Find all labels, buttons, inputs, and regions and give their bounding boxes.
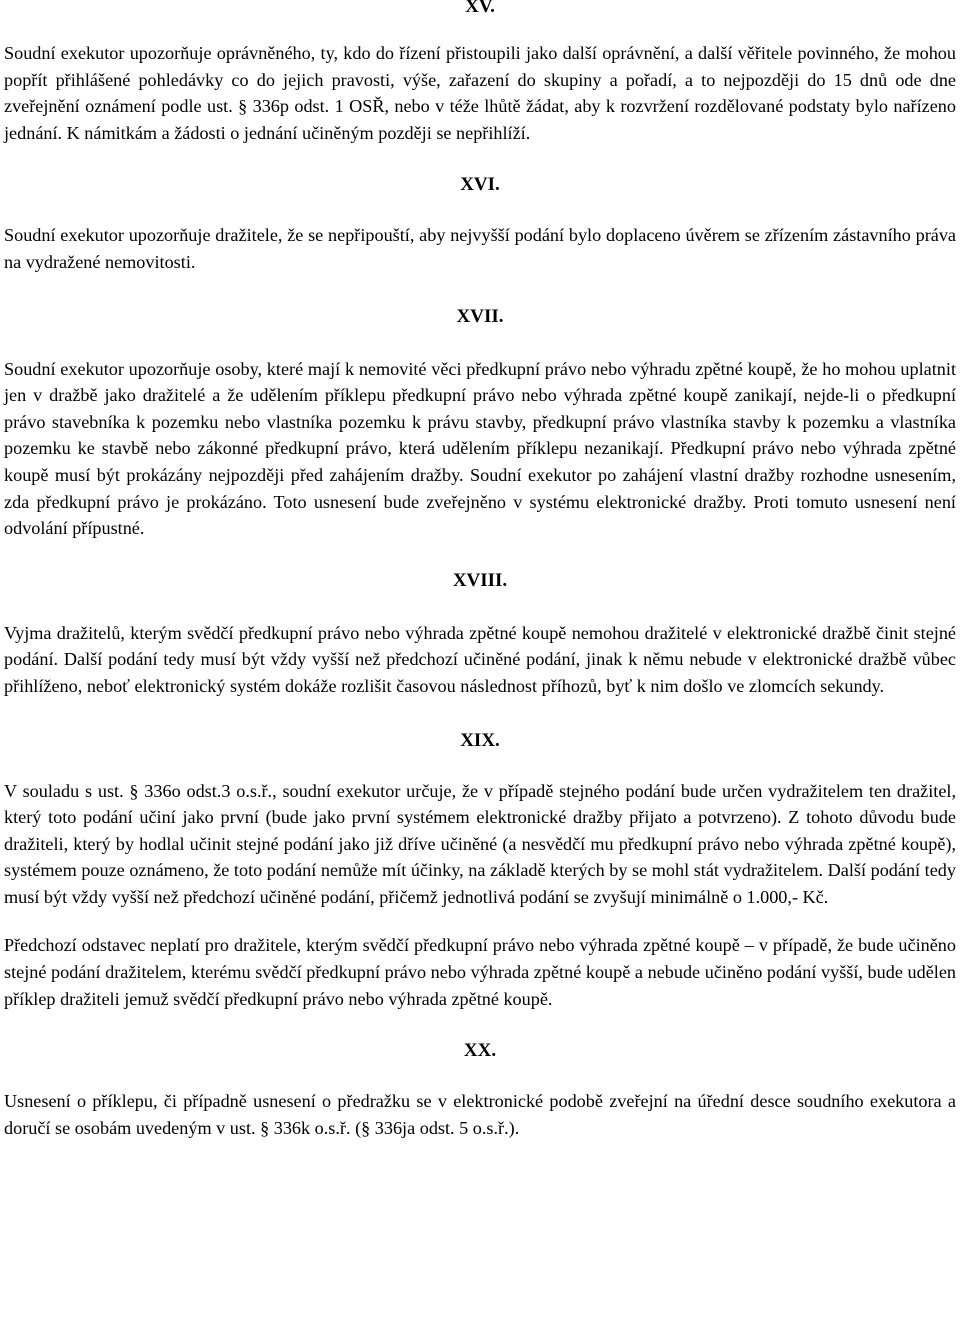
section-heading-xviii: XVIII. [452,569,508,591]
section-xv-paragraph: Soudní exekutor upozorňuje oprávněného, ty, kdo do řízení přistoupili jako další oprávnění, a další věřitele povinného, že mohou popřít přihlášené pohledávky co do jejich pravosti, výše, zařazení do skupiny a pořadí, a to nejpozději do 15 dnů ode dne zveřejnění oznámení podle ust. § 336p odst. 1 OSŘ, nebo v téže lhůtě žádat, aby k rozvržení rozdělované podstaty bylo nařízeno jednání. K námitkám a žádosti o jednání učiněným později se nepřihlíží. [4,43,956,143]
document-page [4,0,956,1141]
section-heading-xvi: XVI. [460,174,500,196]
section-xviii-paragraph: Vyjma dražitelů, kterým svědčí předkupní právo nebo výhrada zpětné koupě nemohou dražitelé v elektronické dražbě činit stejné podání. Další podání tedy musí být vždy vyšší než předchozí učiněné podání, jinak k němu nebude v elektronické dražbě vůbec přihlíženo, neboť elektronický systém dokáže rozlišit časovou následnost příhozů, byť k nim došlo ve zlomcích sekundy. [4,622,956,696]
section-xix-paragraph-2: Předchozí odstavec neplatí pro dražitele, kterým svědčí předkupní právo nebo výhrada zpětné koupě – v případě, že bude učiněno stejné podání dražitelem, kterému svědčí předkupní právo nebo výhrada zpětné koupě a nebude učiněno podání vyšší, bude udělen příklep dražiteli jemuž svědčí předkupní právo nebo výhrada zpětné koupě. [4,935,956,1009]
section-xvii-paragraph: Soudní exekutor upozorňuje osoby, které mají k nemovité věci předkupní právo nebo výhradu zpětné koupě, že ho mohou uplatnit jen v dražbě jako dražitelé a že udělením příklepu předkupní právo nebo výhrada zpětné koupě zanikají, nejde-li o předkupní právo stavebníka k pozemku nebo vlastníka pozemku k právu stavby, předkupní právo vlastníka stavby k pozemku a vlastníka pozemku ke stavbě nebo zákonné předkupní právo, která udělením příklepu nezanikají. Předkupní právo nebo výhrada zpětné koupě musí být prokázány nejpozději před zahájením dražby. Soudní exekutor po zahájení vlastní dražby rozhodne usnesením, zda předkupní právo je prokázáno. Toto usnesení bude zveřejněno v systému elektronické dražby. Proti tomuto usnesení není odvolání přípustné. [4,358,956,539]
section-heading-xvii: XVII. [456,305,504,327]
section-heading-xix: XIX. [460,729,500,751]
section-xix-paragraph-1: V souladu s ust. § 336o odst.3 o.s.ř., soudní exekutor určuje, že v případě stejného podání bude určen vydražitelem ten dražitel, který toto podání učiní jako první (bude jako první systémem elektronické dražby přijato a potvrzeno). Z tohoto důvodu bude dražiteli, který by hodlal učinit stejné podání jako již dříve učiněné (a nesvědčí mu předkupní právo nebo výhrada zpětné koupě), systémem pouze oznámeno, že toto podání nemůže mít účinky, na základě kterých by se mohl stát vydražitelem. Další podání tedy musí být vždy vyšší než předchozí učiněné podání, přičemž jednotlivá podání se zvyšují minimálně o 1.000,- Kč. [4,780,956,907]
section-xvi-paragraph: Soudní exekutor upozorňuje dražitele, že se nepřipouští, aby nejvyšší podání bylo doplaceno úvěrem se zřízením zástavního práva na vydražené nemovitosti. [4,225,956,272]
section-xx-paragraph: Usnesení o příklepu, či případně usnesení o předražku se v elektronické podobě zveřejní na úřední desce soudního exekutora a doručí se osobám uvedeným v ust. § 336k o.s.ř. (§ 336ja odst. 5 o.s.ř.). [4,1091,956,1138]
section-heading-xx: XX. [463,1040,497,1062]
section-heading-xv: XV. [465,0,495,17]
